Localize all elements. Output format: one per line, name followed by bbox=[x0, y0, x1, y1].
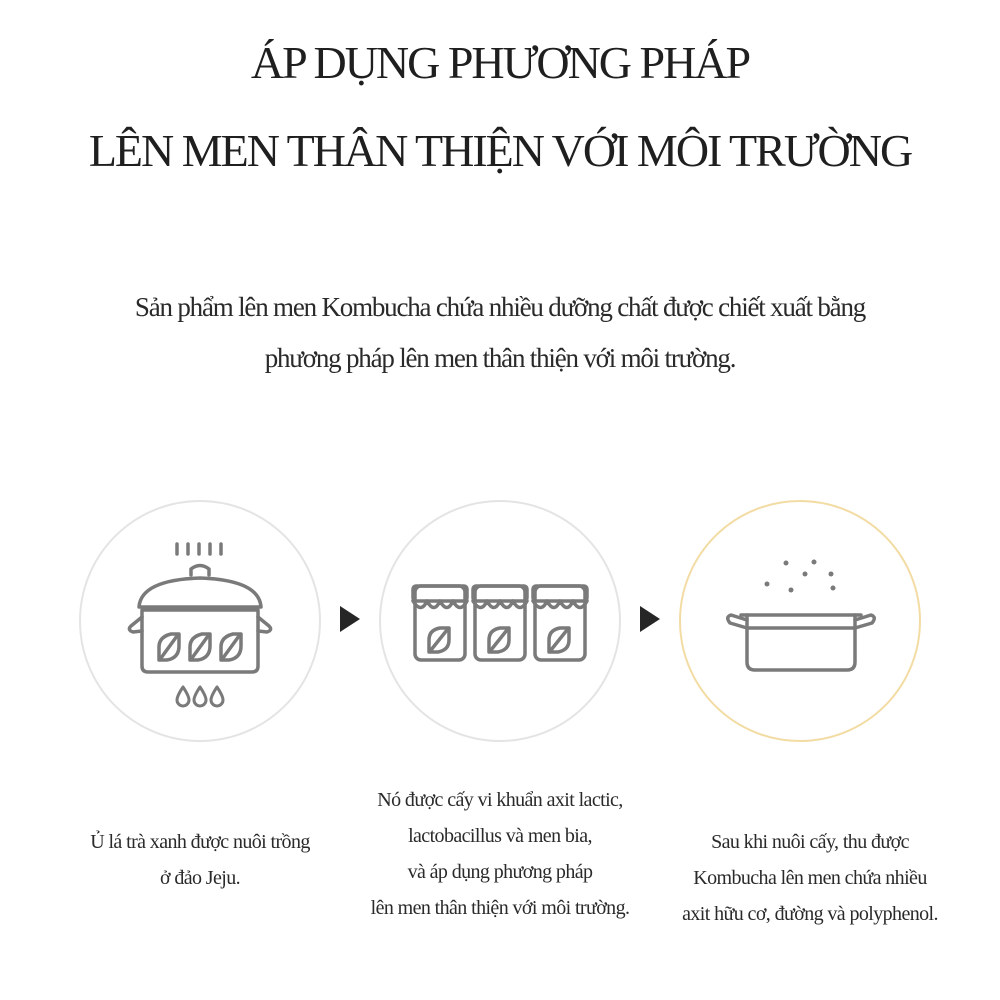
intro-text-line-1: Sản phẩm lên men Kombucha chứa nhiều dưỡng chất được chiết xuất bằng bbox=[134, 292, 866, 322]
fermented-pot-icon bbox=[681, 502, 919, 740]
step-3-circle bbox=[679, 500, 921, 742]
step-1-circle bbox=[79, 500, 321, 742]
caption-line: Sau khi nuôi cấy, thu được bbox=[711, 831, 909, 853]
caption-line: ở đảo Jeju. bbox=[159, 867, 241, 889]
fermentation-jars-icon bbox=[381, 502, 619, 740]
caption-line: Kombucha lên men chứa nhiều bbox=[693, 867, 927, 889]
caption-line: lên men thân thiện với môi trường. bbox=[370, 897, 630, 919]
intro-text-line-2: phương pháp lên men thân thiện với môi trường. bbox=[264, 343, 736, 373]
arrow-right-icon bbox=[340, 606, 360, 632]
caption-line: axit hữu cơ, đường và polyphenol. bbox=[682, 903, 938, 925]
steaming-pot-icon bbox=[81, 502, 319, 740]
caption-line: lactobacillus và men bia, bbox=[408, 825, 592, 847]
step-2-caption bbox=[330, 782, 670, 926]
step-1-caption bbox=[50, 824, 350, 896]
caption-line: và áp dụng phương pháp bbox=[407, 861, 593, 883]
page-title-line-2: LÊN MEN THÂN THIỆN VỚI MÔI TRƯỜNG bbox=[88, 125, 912, 176]
step-2-circle bbox=[379, 500, 621, 742]
page-title-line-1: ÁP DỤNG PHƯƠNG PHÁP bbox=[250, 37, 750, 88]
caption-line: Ủ lá trà xanh được nuôi trồng bbox=[90, 831, 310, 853]
caption-line: Nó được cấy vi khuẩn axit lactic, bbox=[377, 789, 623, 811]
arrow-right-icon bbox=[640, 606, 660, 632]
step-3-caption bbox=[660, 824, 960, 932]
